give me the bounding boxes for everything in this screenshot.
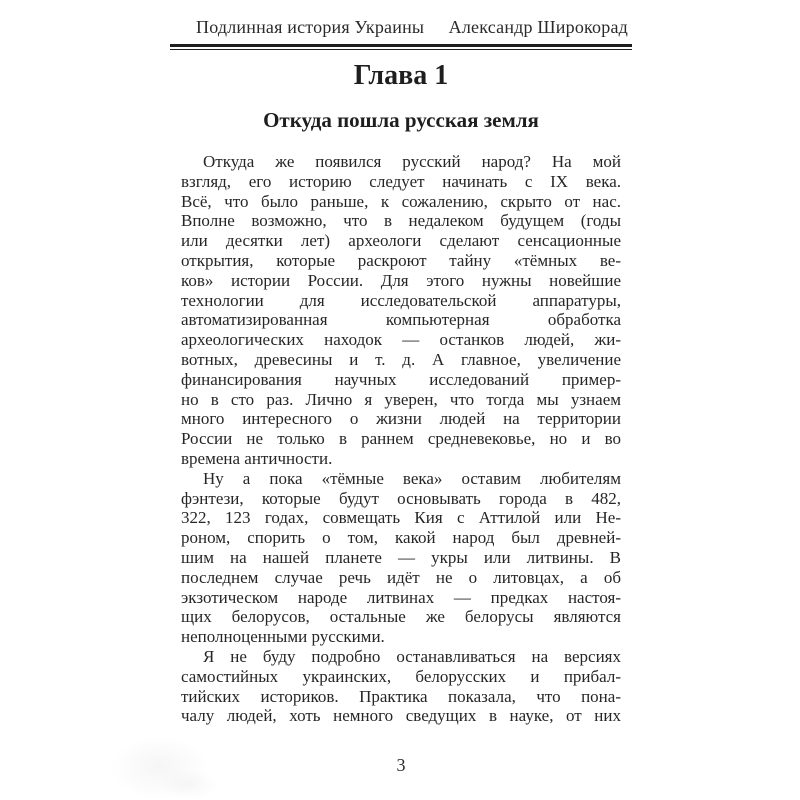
chapter-title: Глава 1	[353, 60, 449, 91]
header-rule	[170, 44, 632, 50]
body-line: Я не буду подробно останавливаться на версиях	[203, 646, 621, 666]
body-line: самостийных украинских, белорусских и прибал-	[181, 666, 621, 686]
body-text	[181, 152, 621, 726]
body-line: фэнтези, которые будут основывать города в 482,	[181, 488, 621, 508]
body-line: Всё, что было раньше, к сожалению, скрыто от нас.	[181, 191, 621, 211]
body-line: археологических находок — останков людей, жи-	[181, 330, 621, 350]
body-line: взгляд, его историю следует начинать с IX века.	[181, 171, 621, 191]
body-line: открытия, которые раскроют тайну «тёмных ве-	[181, 250, 621, 270]
body-line: Откуда же появился русский народ? На мой	[203, 152, 621, 171]
body-line: финансирования научных исследований пример-	[181, 369, 621, 389]
body-line: экзотическом народе литвинах — предках настоя-	[181, 587, 621, 607]
body-line: чалу людей, хоть немного сведущих в науке, от них	[181, 706, 621, 726]
body-line: неполноценными русскими.	[181, 627, 385, 647]
section-title: Откуда пошла русская земля	[263, 108, 539, 132]
body-line: времена античности.	[181, 448, 333, 468]
page-number: 3	[396, 755, 406, 775]
body-line: 322, 123 годах, совмещать Кия с Аттилой или Не-	[181, 508, 621, 528]
body-line: России не только в раннем средневековье, но и во	[181, 429, 621, 449]
body-line: роном, спорить о том, какой народ был древней-	[181, 528, 621, 548]
body-line: шим на нашей планете — укры или литвины. В	[181, 547, 621, 567]
body-line: щих белорусов, остальные же белорусы являются	[181, 607, 621, 627]
body-line: тийских историков. Практика показала, что пона-	[181, 686, 621, 706]
body-line: Вполне возможно, что в недалеком будущем (годы	[181, 211, 621, 231]
running-header-book-title: Подлинная история Украины	[196, 17, 425, 37]
body-line: автоматизированная компьютерная обработка	[181, 310, 621, 330]
body-line: но в сто раз. Лично я уверен, что тогда мы узнаем	[181, 389, 621, 409]
body-line: много интересного о жизни людей на территории	[181, 409, 621, 429]
body-line: ков» истории России. Для этого нужны новейшие	[181, 270, 621, 290]
body-line: или десятки лет) археологи сделают сенсационные	[181, 231, 621, 251]
body-line: последнем случае речь идёт не о литовцах, а об	[181, 567, 621, 587]
body-line: технологии для исследовательской аппаратуры,	[181, 290, 621, 310]
body-line: Ну а пока «тёмные века» оставим любителям	[203, 468, 621, 488]
running-header	[170, 17, 632, 38]
body-line: вотных, древесины и т. д. А главное, увеличение	[181, 349, 621, 369]
running-header-author: Александр Широкорад	[448, 17, 628, 37]
